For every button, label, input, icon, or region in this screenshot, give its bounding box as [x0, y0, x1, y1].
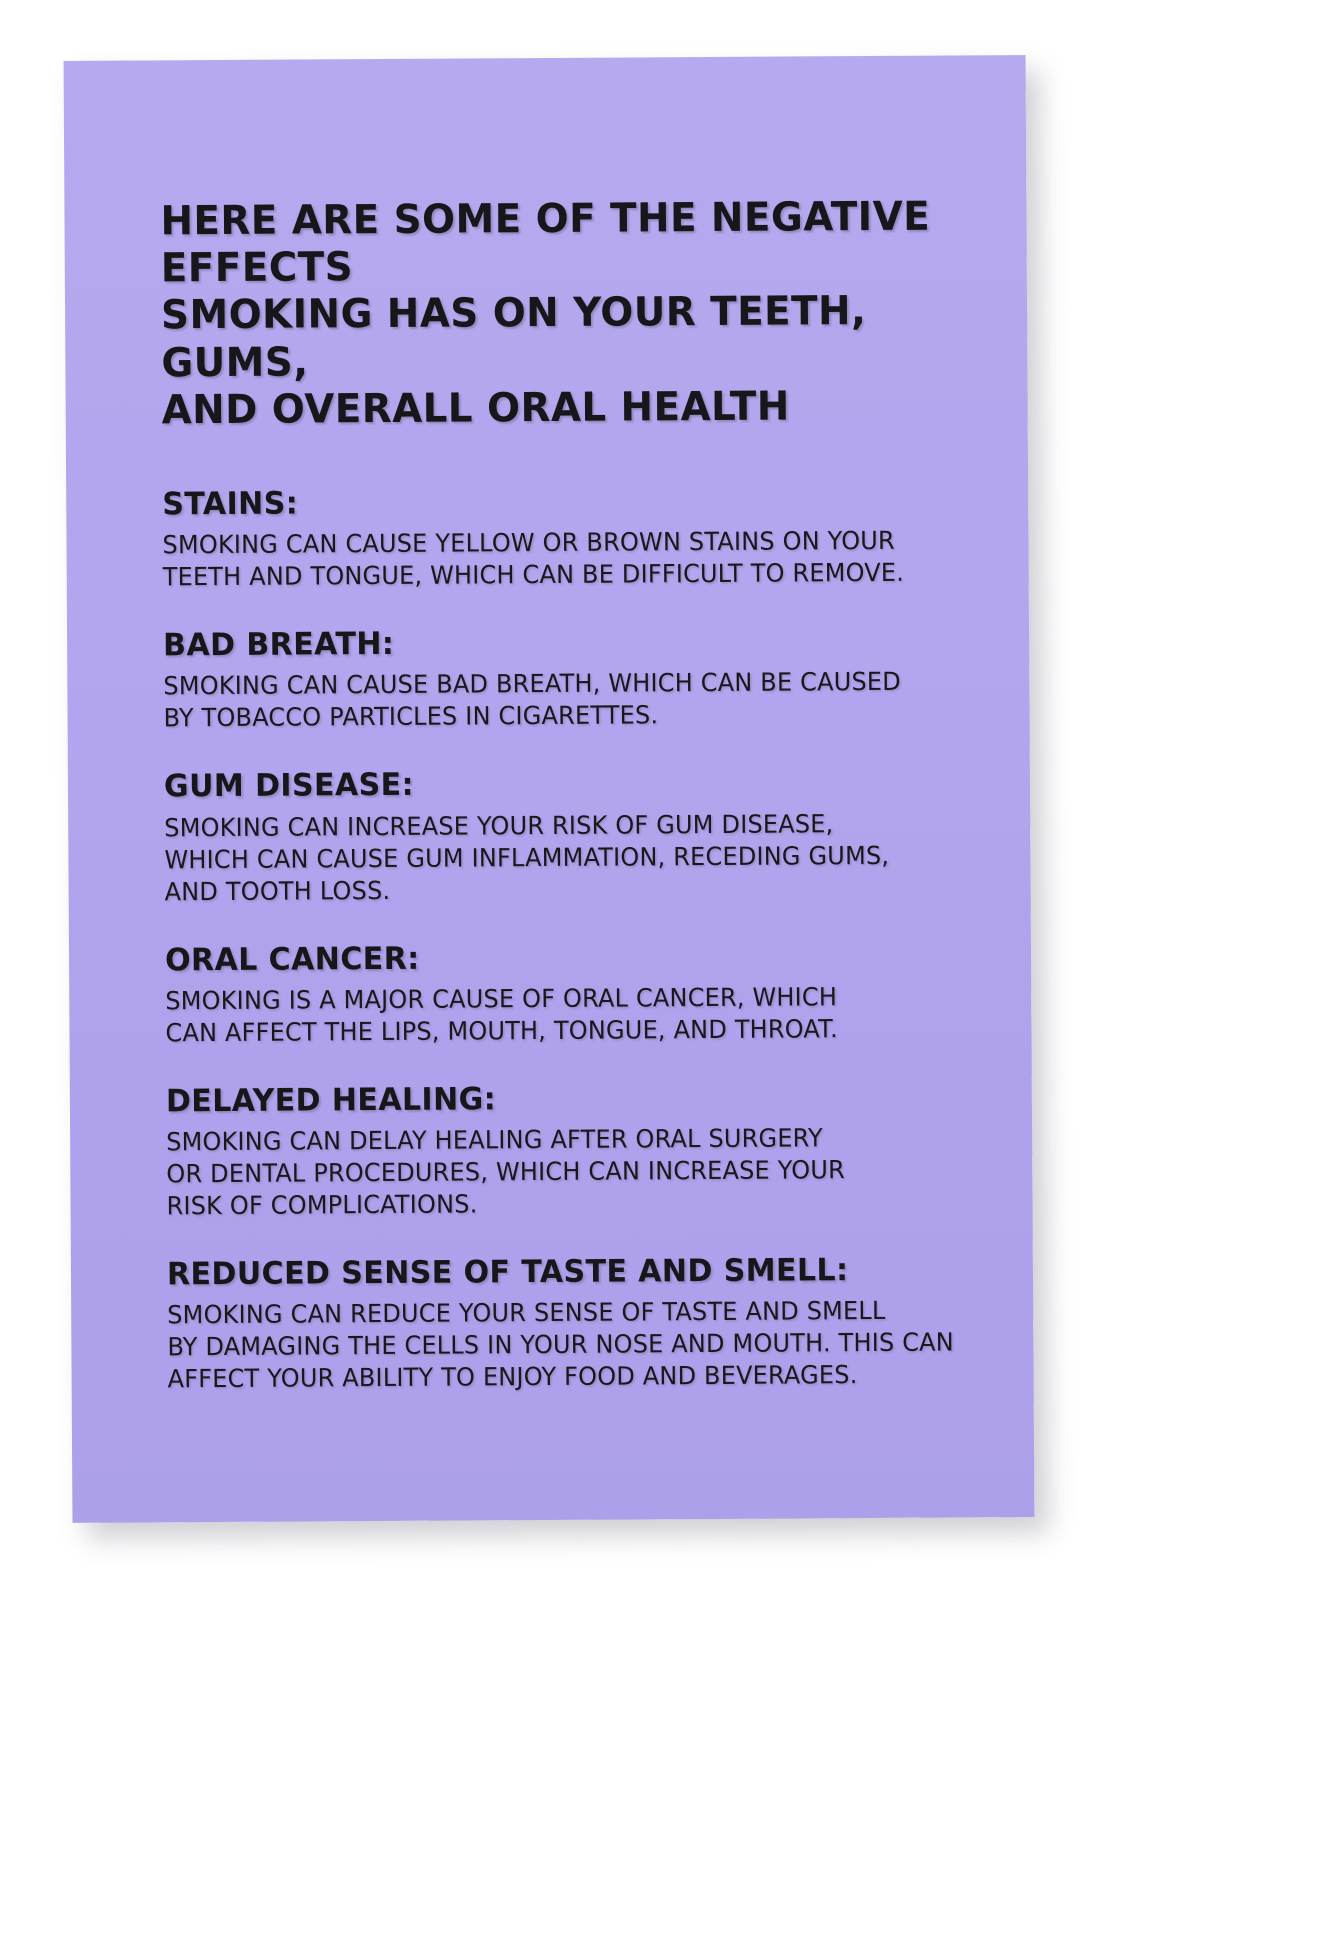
effect-body-line: SMOKING CAN INCREASE YOUR RISK OF GUM DISEASE,	[164, 808, 834, 842]
effect-body-line: BY DAMAGING THE CELLS IN YOUR NOSE AND MOUTH. THIS CAN	[167, 1327, 954, 1362]
effect-heading: DELAYED HEALING:	[165, 1081, 497, 1120]
effect-body-line: SMOKING CAN DELAY HEALING AFTER ORAL SURGERY	[166, 1123, 823, 1157]
effect-body	[166, 1122, 935, 1223]
effect-body-line: TEETH AND TONGUE, WHICH CAN BE DIFFICULT TO REMOVE.	[162, 557, 905, 592]
effect-body-line: BY TOBACCO PARTICLES IN CIGARETTES.	[163, 700, 659, 733]
effect-body	[164, 807, 933, 908]
effect-section	[162, 481, 963, 593]
effect-body-line: AFFECT YOUR ABILITY TO ENJOY FOOD AND BEVERAGES.	[167, 1360, 858, 1394]
poster	[64, 55, 1035, 1523]
page-title	[160, 194, 937, 435]
effect-body-line: SMOKING CAN CAUSE BAD BREATH, WHICH CAN BE CAUSED	[163, 667, 901, 701]
effect-body-line: CAN AFFECT THE LIPS, MOUTH, TONGUE, AND THROAT.	[165, 1013, 839, 1048]
poster-content	[160, 193, 967, 1395]
effect-section	[166, 1078, 967, 1222]
effect-heading: REDUCED SENSE OF TASTE AND SMELL:	[166, 1252, 849, 1293]
effect-body-line: SMOKING CAN REDUCE YOUR SENSE OF TASTE AND SMELL	[167, 1296, 886, 1330]
page-title-line: AND OVERALL ORAL HEALTH	[161, 383, 790, 434]
effect-body-line: SMOKING CAN CAUSE YELLOW OR BROWN STAINS ON YOUR	[162, 526, 895, 560]
effect-heading: BAD BREATH:	[163, 626, 395, 664]
effect-section	[167, 1251, 968, 1395]
effect-body-line: RISK OF COMPLICATIONS.	[166, 1189, 478, 1221]
page-title-line: SMOKING HAS ON YOUR TEETH, GUMS,	[160, 288, 867, 386]
effect-body-line: WHICH CAN CAUSE GUM INFLAMMATION, RECEDING GUMS,	[164, 840, 890, 874]
effect-body	[162, 525, 930, 594]
effect-body-line: AND TOOTH LOSS.	[164, 875, 391, 906]
effect-heading: STAINS:	[162, 485, 299, 523]
effect-section	[163, 623, 964, 735]
effect-body	[165, 980, 933, 1049]
effect-body-line: OR DENTAL PROCEDURES, WHICH CAN INCREASE YOUR	[166, 1155, 846, 1189]
sections-list	[162, 481, 968, 1395]
effect-heading: GUM DISEASE:	[163, 767, 415, 805]
page-title-line: HERE ARE SOME OF THE NEGATIVE EFFECTS	[160, 193, 931, 292]
effect-section	[165, 937, 966, 1049]
effect-section	[164, 764, 965, 908]
effect-heading: ORAL CANCER:	[164, 940, 420, 978]
effect-body-line: SMOKING IS A MAJOR CAUSE OF ORAL CANCER, WHICH	[165, 981, 838, 1016]
effect-body	[167, 1295, 954, 1396]
effect-body	[163, 666, 931, 735]
